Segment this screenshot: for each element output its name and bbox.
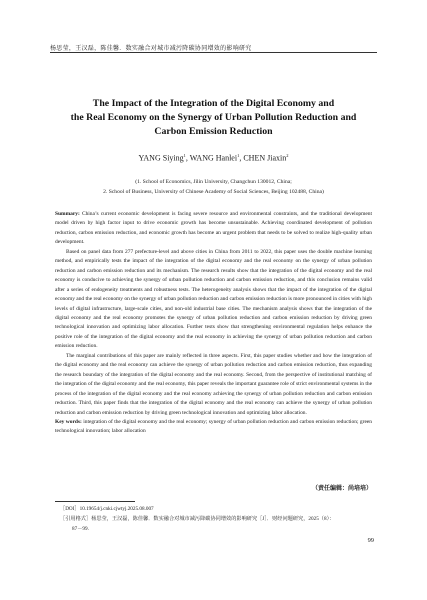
citation-line: ［引用格式］杨思莹，王汉磊，陈佳馨．数实融合对城市减污降碳协同增效的影响研究［J］．财经问题研究，2025（8）： <box>60 516 335 522</box>
summary-paragraph: The marginal contributions of this paper are mainly reflected in three aspects. First, this paper studies whether and how the integration of the digital economy and the real economy can achieve the synergy of urban pollution reduction and carbon emission reduction, thus expanding the research boundary of the integration of the digital economy and the real economy. Second, from the perspective of institutional matching of the integration of the digital economy and the real economy, this paper reveals the important guarantee role of strict environmental systems in the process of the integration of the digital economy and the real economy achieving the synergy of urban pollution reduction and carbon emission reduction. Third, this paper finds that the integration of the digital economy and the real economy can achieve the synergy of urban pollution reduction and carbon emission reduction by driving green technological innovation and optimizing labor allocation. <box>55 352 372 416</box>
title-line-1: The Impact of the Integration of the Digital Economy and <box>92 98 335 109</box>
author-affiliation-mark: 1 <box>237 153 240 158</box>
summary-label: Summary: <box>55 211 80 217</box>
title-line-2: the Real Economy on the Synergy of Urban Pollution Reduction and <box>70 112 357 123</box>
doi-line: ［DOI］10.19654/j.cnki.cjwtyj.2025.08.007 <box>60 506 154 512</box>
author-name: YANG Siying <box>138 153 184 163</box>
responsible-editor: （责任编辑：尚培培） <box>311 485 372 492</box>
summary-paragraph <box>55 210 372 248</box>
author-affiliation-mark: 1 <box>183 153 186 158</box>
paper-title <box>40 97 387 139</box>
keywords <box>55 418 372 437</box>
author-name: CHEN Jiaxin <box>243 153 287 163</box>
page-number: 99 <box>367 537 374 544</box>
affiliation-line: (1. School of Economics, Jilin University, Changchun 130012, China; <box>135 179 292 185</box>
citation-pages: 87－99. <box>72 526 89 532</box>
keywords-text: integration of the digital economy and the real economy; synergy of urban pollution reduction and carbon emission reduction; green technological innovation; labor allocation <box>55 418 373 435</box>
affiliation-line: 2. School of Business, University of Chinese Academy of Social Sciences, Beijing 102488, China) <box>103 189 324 195</box>
author-name: WANG Hanlei <box>189 153 238 163</box>
footnote-rule <box>55 501 135 502</box>
summary-text: China’s current economic development is facing severe resource and environmental constraints, and the traditional development model driven by high factor input to drive economic growth has become unsustainable. Achieving coordinated development of pollution reduction, carbon emission reduction, and economic growth has become an urgent problem that needs to be solved to realize high-quality urban development. <box>55 211 373 246</box>
header-rule <box>50 52 377 53</box>
author-affiliation-mark: 2 <box>286 153 289 158</box>
title-line-3: Carbon Emission Reduction <box>154 126 273 137</box>
author-list: YANG Siying$^1$, WANG Hanlei$^1$, CHEN Jiaxin$^2$ <box>138 153 289 163</box>
running-head: 杨思莹，王汉磊，陈佳馨．数实融合对城市减污降碳协同增效的影响研究 <box>50 45 252 52</box>
keywords-label: Key words: <box>55 418 82 425</box>
summary-paragraph: Based on panel data from 277 prefecture-level and above cities in China from 2011 to 2022, this paper uses the double machine learning method, and empirically tests the impact of the integration of the digital economy and the real economy on the synergy of urban pollution reduction and carbon emission reduction and its mechanism. The research results show that the integration of the digital economy and the real economy is conducive to achieving the synergy of urban pollution reduction and carbon emission reduction, and this conclusion remains valid after a series of endogeneity treatments and robustness tests. The heterogeneity analysis shows that the impact of the integration of the digital economy and the real economy on the synergy of urban pollution reduction and carbon emission reduction is more pronounced in cities with high levels of digital infrastructure, large-scale cities, and non-old industrial base cities. The mechanism analysis shows that the integration of the digital economy and the real economy promotes the synergy of urban pollution reduction and carbon emission reduction by driving green technological innovation and optimizing labor allocation. Further tests show that strengthening environmental regulation helps enhance the positive role of the integration of the digital economy and the real economy in achieving the synergy of urban pollution reduction and carbon emission reduction. <box>55 248 372 350</box>
summary-section <box>55 210 372 437</box>
